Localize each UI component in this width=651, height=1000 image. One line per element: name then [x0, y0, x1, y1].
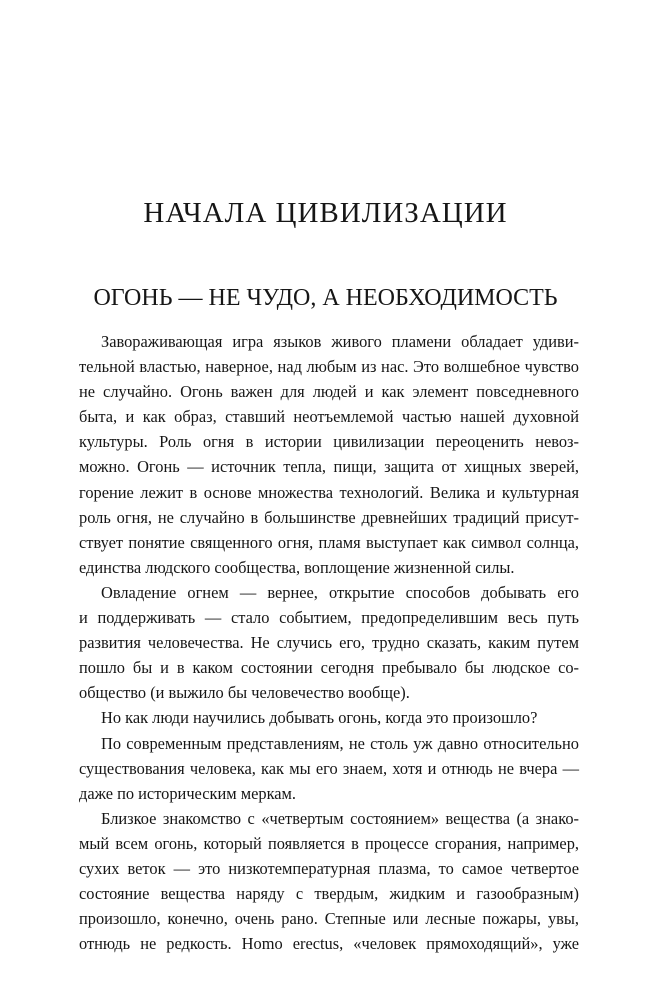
text-line: культуры. Роль огня в истории цивилизации переоценить невоз- [79, 432, 579, 452]
text-line: Овладение огнем — вернее, открытие способов добывать его [101, 582, 579, 602]
paragraph [79, 731, 579, 806]
paragraph [79, 329, 579, 580]
text-line: отнюдь не редкость. Homo erectus, «человек прямоходящий», уже [79, 934, 579, 954]
text-line: тельной властью, наверное, над любым из нас. Это волшебное чувство [79, 357, 579, 377]
section-title: ОГОНЬ — НЕ ЧУДО, А НЕОБХОДИМОСТЬ [93, 285, 558, 311]
text-line: и поддерживать — стало событием, предопределившим весь путь [79, 608, 579, 628]
text-line: Но как люди научились добывать огонь, когда это произошло? [101, 708, 538, 728]
text-line: По современным представлениям, не столь уж давно относительно [101, 733, 579, 753]
text-line: пошло бы и в каком состоянии сегодня пребывало бы людское со- [79, 658, 579, 678]
text-line: ствует понятие священного огня, пламя выступает как символ солнца, [79, 532, 579, 552]
body-text [79, 329, 579, 956]
chapter-title: НАЧАЛА ЦИВИЛИЗАЦИИ [143, 197, 508, 229]
text-line: развития человечества. Не случись его, трудно сказать, каким путем [79, 633, 579, 653]
text-line: быта, и как образ, ставший неотъемлемой частью нашей духовной [79, 407, 579, 427]
paragraph [79, 705, 579, 730]
text-line: Близкое знакомство с «четвертым состоянием» вещества (а знако- [101, 808, 579, 828]
text-line: существования человека, как мы его знаем, хотя и отнюдь не вчера — [79, 758, 579, 778]
text-line: Завораживающая игра языков живого пламени обладает удиви- [101, 332, 579, 351]
text-line: можно. Огонь — источник тепла, пищи, защита от хищных зверей, [79, 457, 579, 477]
text-line: мый всем огонь, который появляется в процессе сгорания, например, [79, 833, 579, 853]
text-line: даже по историческим меркам. [79, 783, 297, 803]
text-line: сухих веток — это низкотемпературная плазма, то самое четвертое [79, 858, 579, 878]
paragraph [79, 806, 579, 957]
text-line: не случайно. Огонь важен для людей и как элемент повседневного [79, 382, 579, 402]
text-line: роль огня, не случайно в большинстве древнейших традиций присут- [79, 507, 579, 527]
text-line: состояние вещества наряду с твердым, жидким и газообразным) [79, 884, 579, 904]
text-line: единства людского сообщества, воплощение жизненной силы. [79, 557, 515, 577]
paragraph [79, 580, 579, 705]
text-line: произошло, конечно, очень рано. Степные или лесные пожары, увы, [79, 909, 579, 929]
text-line: горение лежит в основе множества технологий. Велика и культурная [79, 482, 579, 502]
text-line: общество (и выжило бы человечество вообще). [79, 683, 410, 703]
